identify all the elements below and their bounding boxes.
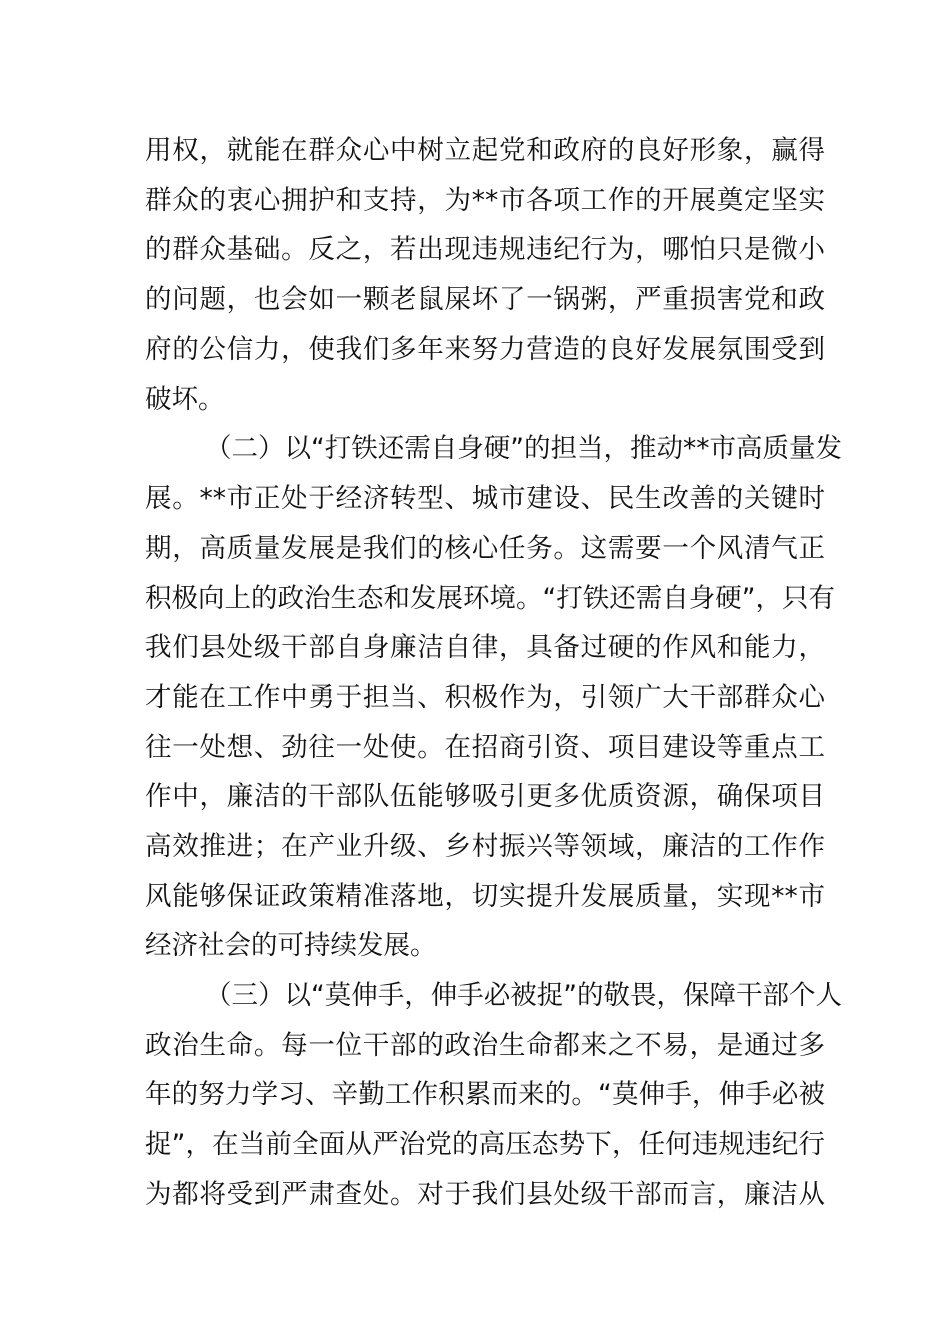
paragraph-line: 群众的衷心拥护和支持，为**市各项工作的开展奠定坚实	[145, 185, 825, 216]
paragraph-line: 展。**市正处于经济转型、城市建设、民生改善的关键时	[145, 483, 825, 514]
paragraph-line: 我们县处级干部自身廉洁自律，具备过硬的作风和能力，	[145, 632, 825, 663]
paragraph-line: 积极向上的政治生态和发展环境。“打铁还需自身硬”，只有	[145, 583, 835, 614]
paragraph-line: 的群众基础。反之，若出现违规违纪行为，哪怕只是微小	[145, 234, 825, 265]
paragraph-line: 政治生命。每一位干部的政治生命都来之不易，是通过多	[145, 1030, 825, 1061]
paragraph-line: 高效推进；在产业升级、乡村振兴等领域，廉洁的工作作	[145, 831, 825, 862]
paragraph-line: 的问题，也会如一颗老鼠屎坏了一锅粥，严重损害党和政	[145, 284, 825, 315]
paragraph-line: 往一处想、劲往一处使。在招商引资、项目建设等重点工	[145, 732, 825, 763]
paragraph-line: 用权，就能在群众心中树立起党和政府的良好形象，赢得	[145, 135, 825, 166]
paragraph-line: 经济社会的可持续发展。	[145, 930, 437, 961]
paragraph-line: 捉”，在当前全面从严治党的高压态势下，任何违规违纪行	[145, 1129, 825, 1160]
paragraph-line: 年的努力学习、辛勤工作积累而来的。“莫伸手，伸手必被	[145, 1079, 825, 1110]
paragraph-line: 为都将受到严肃查处。对于我们县处级干部而言，廉洁从	[145, 1179, 825, 1210]
paragraph-line: 期，高质量发展是我们的核心任务。这需要一个风清气正	[145, 533, 825, 564]
paragraph-line: 作中，廉洁的干部队伍能够吸引更多优质资源，确保项目	[145, 781, 825, 812]
paragraph-line: 破坏。	[145, 384, 225, 415]
section-heading-line: （三）以“莫伸手，伸手必被捉”的敬畏，保障干部个人	[205, 980, 842, 1011]
section-heading-line: （二）以“打铁还需自身硬”的担当，推动**市高质量发	[205, 433, 842, 464]
paragraph-line: 风能够保证政策精准落地，切实提升发展质量，实现**市	[145, 881, 825, 912]
paragraph-line: 府的公信力，使我们多年来努力营造的良好发展氛围受到	[145, 334, 825, 365]
paragraph-line: 才能在工作中勇于担当、积极作为，引领广大干部群众心	[145, 682, 825, 713]
